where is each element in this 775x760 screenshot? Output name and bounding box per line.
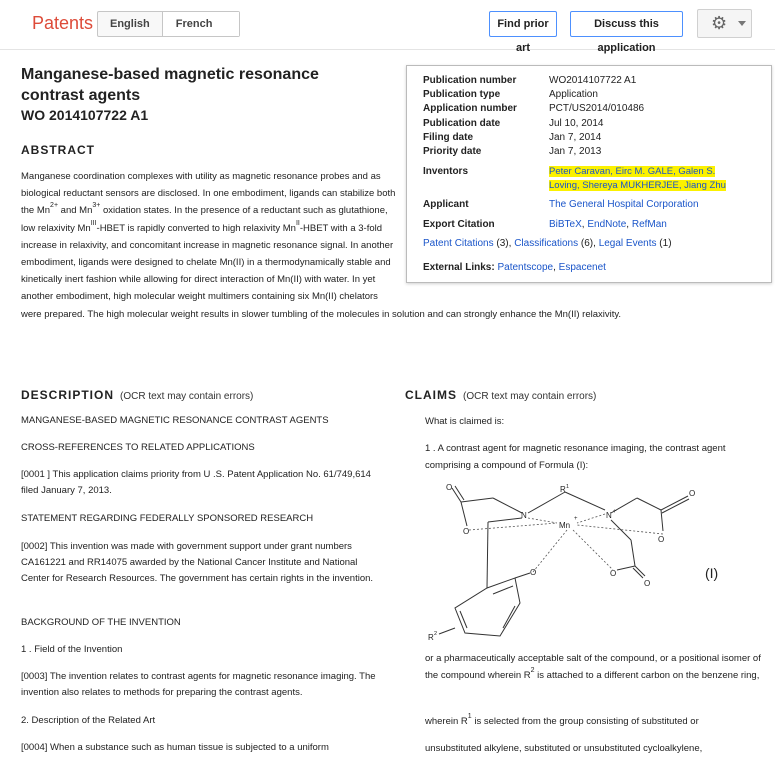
settings-menu-button[interactable] — [697, 9, 752, 38]
svg-text:+: + — [574, 516, 578, 522]
svg-text:O: O — [658, 535, 665, 544]
applicant-link[interactable]: The General Hospital Corporation — [549, 199, 699, 210]
svg-text:2: 2 — [434, 631, 438, 637]
svg-text:O: O — [530, 568, 537, 577]
formula-atom-o: O — [446, 483, 453, 492]
espacenet-link[interactable]: Espacenet — [558, 262, 606, 273]
description-para-8: 2. Description of the Related Art — [21, 715, 156, 726]
abstract-heading: ABSTRACT — [21, 143, 95, 157]
formula-r2: R — [428, 633, 434, 642]
gear-icon: ⚙ — [711, 13, 728, 33]
formula-r1: R — [560, 485, 566, 494]
chevron-down-icon — [738, 21, 746, 26]
inventors-list[interactable]: Peter Caravan, Eirc M. GALE, Galen S. Loving, Shereya MUKHERJEE, Jiang Zhu — [549, 166, 726, 191]
svg-text:O: O — [610, 569, 617, 578]
description-heading: DESCRIPTION (OCR text may contain errors) — [21, 388, 254, 402]
export-bibtex-link[interactable]: BiBTeX — [549, 219, 582, 230]
citations-row: Patent Citations (3), Classifications (6), Legal Events (1) — [423, 238, 672, 249]
svg-text:O: O — [689, 489, 696, 498]
abstract-text: Manganese coordination complexes with utility as magnetic resonance probes and as biological reductant sensors are disclosed. In one embodiment, ligands can stabilize both the $Mn^{2+}$ and $Mn^{3+}$ oxidation states. In the presence of a reductant such as glutathione, low relaxivity $Mn^{III}$-HBET is rapidly converted to high relaxivity $Mn^{II}$-HBET with a 3-fold increase in relaxivity, and concomitant increase in magnetic resonance signal. In another embodiment, ligands were designed to chelate Mn(II) in a thermodynamically stable and kinetically inert fashion while allowing for direct interaction of Mn(II) with water. In yet another embodiment, high molecular weight multimers containing six Mn(II) chelators were prepared. The high molecular weight results in slower tumbling of the molecules in solution and can strongly enhance the Mn(II) relaxivity. — [21, 171, 622, 320]
patents-logo[interactable]: Patents — [32, 13, 94, 33]
language-english-button[interactable]: English — [110, 18, 150, 30]
claims-intro: What is claimed is: — [425, 416, 505, 427]
patent-citations-link[interactable]: Patent Citations — [423, 238, 494, 249]
description-para-0: MANGANESE-BASED MAGNETIC RESONANCE CONTRAST AGENTS — [21, 415, 329, 426]
description-para-9: [0004] When a substance such as human tissue is subjected to a uniform — [21, 742, 329, 753]
description-para-5: BACKGROUND OF THE INVENTION — [21, 617, 181, 628]
description-para-7: [0003] The invention relates to contrast agents for magnetic resonance imaging. The invention also relates to methods for preparing the contrast agents. — [21, 671, 376, 698]
description-para-3: STATEMENT REGARDING FEDERALLY SPONSORED RESEARCH — [21, 513, 314, 524]
description-para-4: [0002] This invention was made with government support under grant numbers CA161221 and RR14075 awarded by the National Cancer Institute and National Center for Research Resources. The government has certain rights in the invention. — [21, 541, 374, 584]
top-bar — [0, 0, 775, 54]
claims-heading: CLAIMS (OCR text may contain errors) — [405, 388, 597, 402]
claim-1-wherein-text: wherein $R^1$ is selected from the group consisting of substituted or — [425, 713, 699, 727]
legal-events-link[interactable]: Legal Events — [598, 238, 657, 249]
external-links-row: External Links: Patentscope, Espacenet — [423, 262, 606, 273]
description-para-2: [0001 ] This application claims priority from U .S. Patent Application No. 61/749,614 filed January 7, 2013. — [21, 469, 371, 496]
export-refman-link[interactable]: RefMan — [631, 219, 667, 230]
claim-1-salt-text: or a pharmaceutically acceptable salt of the compound, or a positional isomer of the compound wherein $R^2$ is attached to a different carbon on the benzene ring, — [425, 653, 761, 681]
formula-label: (I) — [705, 565, 719, 581]
formula-atom-n: N — [521, 511, 527, 520]
metadata-box: Publication number WO2014107722 A1 Publication type Application Application number PCT/US2014/010486 Publication date Jul 10, 2014 Filing date Jan 7, 2014 Priority date Jan 7, 2013 Inventors Peter Caravan, Eirc M. GALE, Galen S. Loving, Shereya MUKHERJEE, Jiang Zhu Applicant The General Hospital Corporation Export Citation BiBTeX, EndNote, RefMan Patent Citations (3), Classifications (6), Legal Events (1) External Links: Patentscope, Espacenet — [406, 65, 772, 283]
patent-number: WO 2014107722 A1 — [21, 107, 149, 123]
language-french-button[interactable]: French — [162, 12, 240, 36]
export-endnote-link[interactable]: EndNote — [587, 219, 627, 230]
svg-text:+: + — [613, 509, 617, 515]
patentscope-link[interactable]: Patentscope — [497, 262, 554, 273]
svg-text:O: O — [644, 579, 651, 588]
svg-text:O: O — [463, 527, 470, 536]
svg-text:N: N — [606, 511, 612, 520]
claim-1-text: 1 . A contrast agent for magnetic resonance imaging, the contrast agent comprising a compound of Formula (I): — [425, 443, 726, 471]
description-para-1: CROSS-REFERENCES TO RELATED APPLICATIONS — [21, 442, 255, 453]
claim-1-continued-text: unsubstituted alkylene, substituted or unsubstituted cycloalkylene, — [425, 743, 703, 754]
formula-i-structure — [425, 478, 735, 643]
discuss-application-button[interactable]: Discuss this application — [570, 11, 683, 37]
classifications-link[interactable]: Classifications — [514, 238, 579, 249]
svg-text:1: 1 — [566, 484, 570, 490]
patent-title: Manganese-based magnetic resonance contrast agents — [21, 66, 319, 104]
language-toggle — [97, 11, 240, 37]
formula-atom-mn: Mn — [559, 521, 571, 530]
description-para-6: 1 . Field of the Invention — [21, 644, 123, 655]
find-prior-art-button[interactable]: Find prior art — [489, 11, 557, 37]
